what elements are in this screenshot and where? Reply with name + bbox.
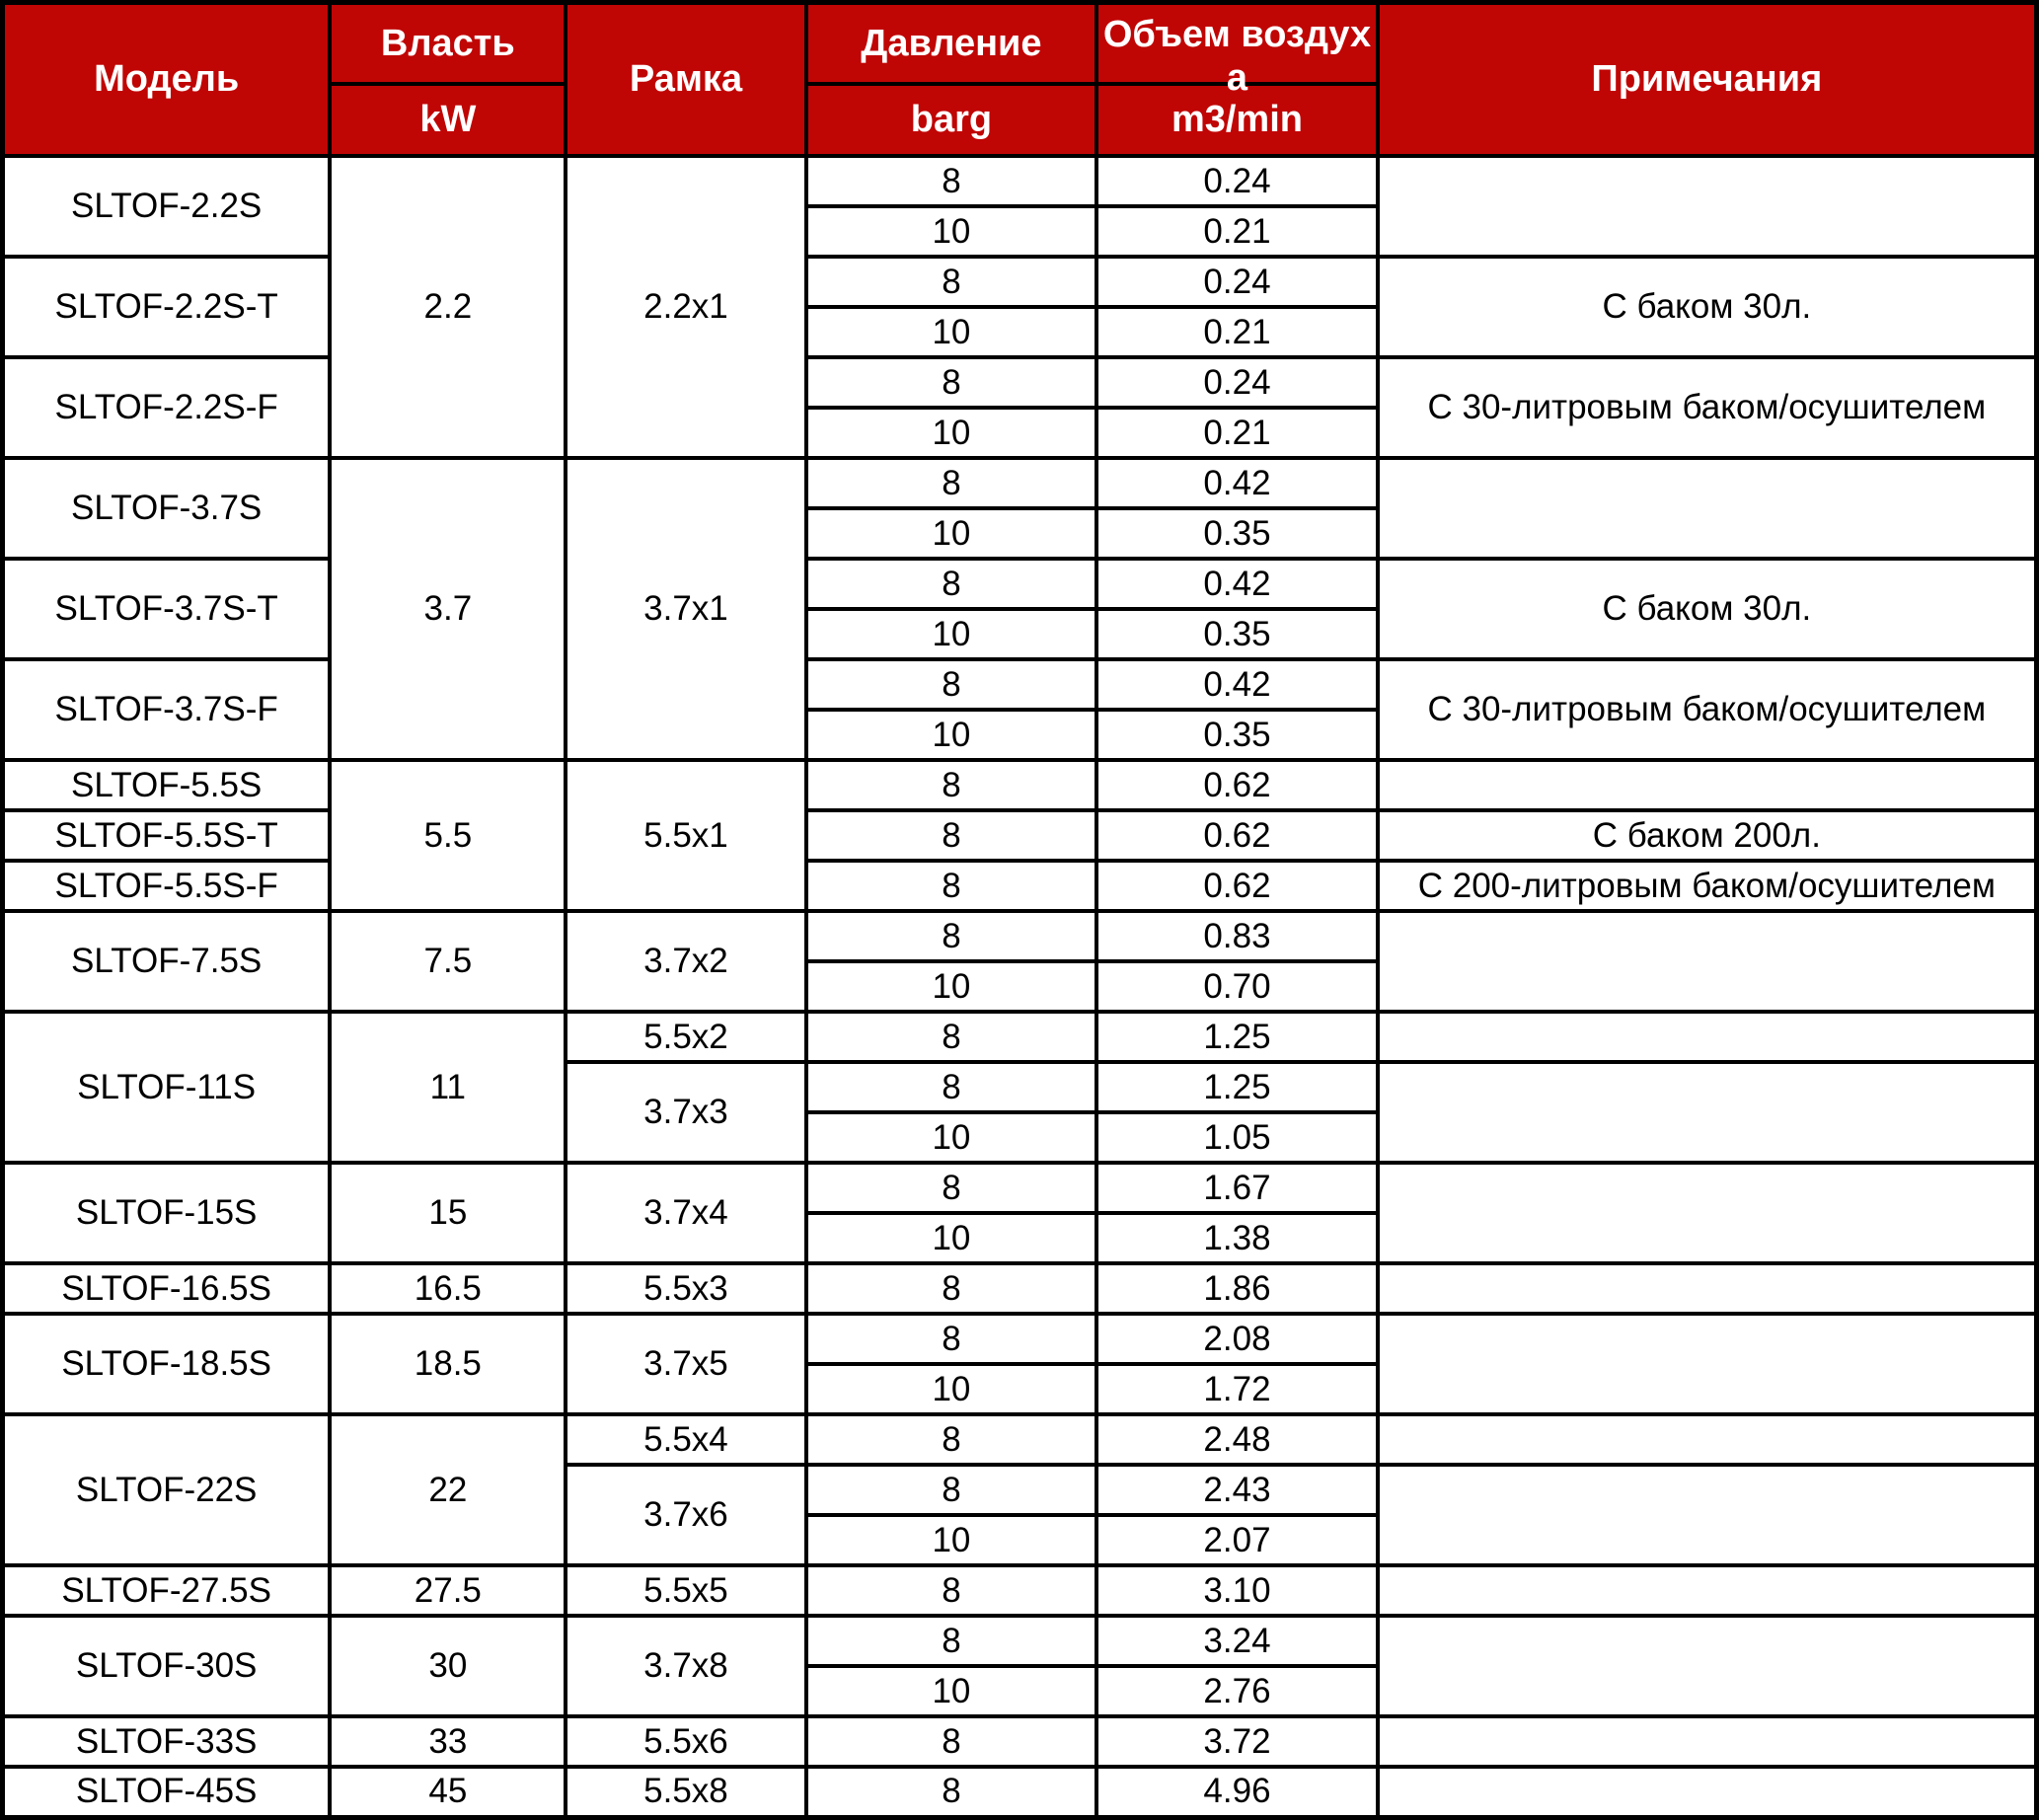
cell-pressure: 10: [806, 609, 1097, 659]
table-row: [3, 1314, 2037, 1364]
table-body: [3, 156, 2037, 1817]
cell-model: SLTOF-2.2S-T: [3, 257, 331, 357]
cell-power: 5.5: [330, 760, 566, 911]
table-row: [3, 1716, 2037, 1767]
cell-pressure: 10: [806, 307, 1097, 357]
cell-pressure: 10: [806, 1213, 1097, 1263]
cell-pressure: 8: [806, 1263, 1097, 1314]
cell-volume: 0.35: [1096, 710, 1377, 760]
cell-volume: 0.21: [1096, 408, 1377, 458]
cell-volume: 0.24: [1096, 357, 1377, 408]
cell-volume: 2.07: [1096, 1515, 1377, 1565]
cell-volume: 3.72: [1096, 1716, 1377, 1767]
table-row: [3, 156, 2037, 206]
cell-volume: 0.24: [1096, 257, 1377, 307]
cell-model: SLTOF-11S: [3, 1012, 331, 1163]
cell-volume: 0.42: [1096, 458, 1377, 508]
cell-model: SLTOF-3.7S: [3, 458, 331, 559]
table-row: [3, 1767, 2037, 1817]
cell-pressure: 8: [806, 458, 1097, 508]
table-row: [3, 1565, 2037, 1616]
table-row: [3, 911, 2037, 961]
cell-note: [1378, 156, 2037, 257]
cell-model: SLTOF-45S: [3, 1767, 331, 1817]
cell-model: SLTOF-2.2S: [3, 156, 331, 257]
cell-pressure: 10: [806, 1515, 1097, 1565]
cell-frame: 5.5x8: [566, 1767, 805, 1817]
cell-pressure: 8: [806, 1565, 1097, 1616]
cell-pressure: 8: [806, 810, 1097, 861]
col-header-notes: Примечания: [1378, 3, 2037, 157]
cell-pressure: 8: [806, 911, 1097, 961]
cell-note: [1378, 1414, 2037, 1465]
cell-power: 16.5: [330, 1263, 566, 1314]
cell-volume: 0.83: [1096, 911, 1377, 961]
cell-note: [1378, 1565, 2037, 1616]
cell-pressure: 10: [806, 1364, 1097, 1414]
table-row: [3, 810, 2037, 861]
cell-pressure: 8: [806, 659, 1097, 710]
col-header-model: Модель: [3, 3, 331, 157]
cell-model: SLTOF-3.7S-F: [3, 659, 331, 760]
table-row: [3, 659, 2037, 710]
cell-volume: 0.42: [1096, 559, 1377, 609]
cell-model: SLTOF-5.5S: [3, 760, 331, 810]
cell-volume: 0.42: [1096, 659, 1377, 710]
air-volume-title-line2-clipped: а: [1226, 57, 1248, 99]
cell-model: SLTOF-15S: [3, 1163, 331, 1263]
cell-volume: 0.21: [1096, 307, 1377, 357]
cell-volume: 0.62: [1096, 861, 1377, 911]
cell-pressure: 8: [806, 1465, 1097, 1515]
cell-pressure: 10: [806, 508, 1097, 559]
cell-pressure: 10: [806, 408, 1097, 458]
cell-pressure: 8: [806, 156, 1097, 206]
table-row: [3, 357, 2037, 408]
table-row: [3, 257, 2037, 307]
cell-frame: 3.7x2: [566, 911, 805, 1012]
cell-power: 3.7: [330, 458, 566, 760]
cell-pressure: 8: [806, 559, 1097, 609]
cell-volume: 2.76: [1096, 1666, 1377, 1716]
cell-note: [1378, 458, 2037, 559]
cell-power: 45: [330, 1767, 566, 1817]
cell-power: 27.5: [330, 1565, 566, 1616]
cell-pressure: 8: [806, 1163, 1097, 1213]
cell-volume: 0.62: [1096, 810, 1377, 861]
table-row: [3, 1616, 2037, 1666]
table-row: [3, 1263, 2037, 1314]
cell-frame: 5.5x2: [566, 1012, 805, 1062]
cell-frame: 5.5x5: [566, 1565, 805, 1616]
table-row: [3, 760, 2037, 810]
cell-note: [1378, 1263, 2037, 1314]
cell-pressure: 10: [806, 1112, 1097, 1163]
cell-model: SLTOF-33S: [3, 1716, 331, 1767]
col-header-power: Власть: [330, 3, 566, 85]
cell-note: [1378, 1012, 2037, 1062]
table-header: [3, 3, 2037, 157]
cell-pressure: 8: [806, 861, 1097, 911]
cell-note: [1378, 760, 2037, 810]
cell-volume: 1.86: [1096, 1263, 1377, 1314]
cell-volume: 1.25: [1096, 1012, 1377, 1062]
cell-note: [1378, 1716, 2037, 1767]
cell-note: [1378, 1163, 2037, 1263]
air-volume-title-clip: [1098, 13, 1375, 99]
cell-volume: 1.67: [1096, 1163, 1377, 1213]
cell-pressure: 10: [806, 1666, 1097, 1716]
cell-note: С баком 30л.: [1378, 257, 2037, 357]
cell-power: 18.5: [330, 1314, 566, 1414]
cell-model: SLTOF-3.7S-T: [3, 559, 331, 659]
cell-frame: 3.7x1: [566, 458, 805, 760]
cell-pressure: 8: [806, 257, 1097, 307]
col-header-frame: Рамка: [566, 3, 805, 157]
cell-power: 11: [330, 1012, 566, 1163]
cell-pressure: 8: [806, 1314, 1097, 1364]
cell-note: С баком 30л.: [1378, 559, 2037, 659]
table-row: [3, 1012, 2037, 1062]
cell-note: [1378, 1465, 2037, 1565]
cell-note: [1378, 911, 2037, 1012]
cell-volume: 4.96: [1096, 1767, 1377, 1817]
cell-volume: 2.48: [1096, 1414, 1377, 1465]
cell-note: С баком 200л.: [1378, 810, 2037, 861]
cell-frame: 3.7x4: [566, 1163, 805, 1263]
cell-volume: 0.35: [1096, 508, 1377, 559]
col-header-pressure: Давление: [806, 3, 1097, 85]
cell-power: 22: [330, 1414, 566, 1565]
cell-pressure: 8: [806, 1414, 1097, 1465]
cell-volume: 3.24: [1096, 1616, 1377, 1666]
cell-pressure: 8: [806, 1616, 1097, 1666]
cell-volume: 0.70: [1096, 961, 1377, 1012]
cell-pressure: 10: [806, 710, 1097, 760]
cell-volume: 2.43: [1096, 1465, 1377, 1515]
cell-pressure: 8: [806, 357, 1097, 408]
cell-pressure: 8: [806, 1716, 1097, 1767]
cell-power: 33: [330, 1716, 566, 1767]
cell-frame: 3.7x5: [566, 1314, 805, 1414]
cell-frame: 5.5x3: [566, 1263, 805, 1314]
cell-pressure: 10: [806, 206, 1097, 257]
cell-frame: 2.2x1: [566, 156, 805, 458]
cell-model: SLTOF-27.5S: [3, 1565, 331, 1616]
col-header-air-volume: [1096, 3, 1377, 99]
cell-volume: 0.35: [1096, 609, 1377, 659]
cell-model: SLTOF-22S: [3, 1414, 331, 1565]
cell-pressure: 8: [806, 1062, 1097, 1112]
cell-note: [1378, 1616, 2037, 1716]
cell-note: С 30-литровым баком/осушителем: [1378, 659, 2037, 760]
cell-volume: 0.24: [1096, 156, 1377, 206]
cell-frame: 5.5x1: [566, 760, 805, 911]
cell-pressure: 8: [806, 760, 1097, 810]
table-row: [3, 458, 2037, 508]
cell-power: 2.2: [330, 156, 566, 458]
cell-volume: 1.25: [1096, 1062, 1377, 1112]
cell-volume: 2.08: [1096, 1314, 1377, 1364]
cell-volume: 0.62: [1096, 760, 1377, 810]
col-header-air-volume-unit: m3/min: [1096, 84, 1377, 156]
cell-power: 30: [330, 1616, 566, 1716]
cell-frame: 5.5x6: [566, 1716, 805, 1767]
cell-model: SLTOF-5.5S-T: [3, 810, 331, 861]
cell-note: [1378, 1062, 2037, 1163]
cell-note: С 200-литровым баком/осушителем: [1378, 861, 2037, 911]
cell-model: SLTOF-18.5S: [3, 1314, 331, 1414]
air-volume-title-line1: Объем воздух: [1102, 14, 1372, 55]
cell-power: 15: [330, 1163, 566, 1263]
cell-note: [1378, 1767, 2037, 1817]
cell-volume: 1.72: [1096, 1364, 1377, 1414]
cell-pressure: 8: [806, 1012, 1097, 1062]
col-header-pressure-unit: barg: [806, 84, 1097, 156]
cell-frame: 3.7x3: [566, 1062, 805, 1163]
cell-power: 7.5: [330, 911, 566, 1012]
col-header-power-unit: kW: [330, 84, 566, 156]
cell-model: SLTOF-2.2S-F: [3, 357, 331, 458]
cell-frame: 5.5x4: [566, 1414, 805, 1465]
table-row: [3, 861, 2037, 911]
cell-note: [1378, 1314, 2037, 1414]
cell-pressure: 10: [806, 961, 1097, 1012]
table-row: [3, 559, 2037, 609]
cell-volume: 3.10: [1096, 1565, 1377, 1616]
cell-volume: 0.21: [1096, 206, 1377, 257]
table-row: [3, 1163, 2037, 1213]
cell-frame: 3.7x8: [566, 1616, 805, 1716]
table-row: [3, 1414, 2037, 1465]
cell-pressure: 8: [806, 1767, 1097, 1817]
cell-model: SLTOF-7.5S: [3, 911, 331, 1012]
cell-model: SLTOF-30S: [3, 1616, 331, 1716]
cell-note: С 30-литровым баком/осушителем: [1378, 357, 2037, 458]
cell-frame: 3.7x6: [566, 1465, 805, 1565]
cell-volume: 1.38: [1096, 1213, 1377, 1263]
cell-model: SLTOF-5.5S-F: [3, 861, 331, 911]
cell-volume: 1.05: [1096, 1112, 1377, 1163]
cell-model: SLTOF-16.5S: [3, 1263, 331, 1314]
